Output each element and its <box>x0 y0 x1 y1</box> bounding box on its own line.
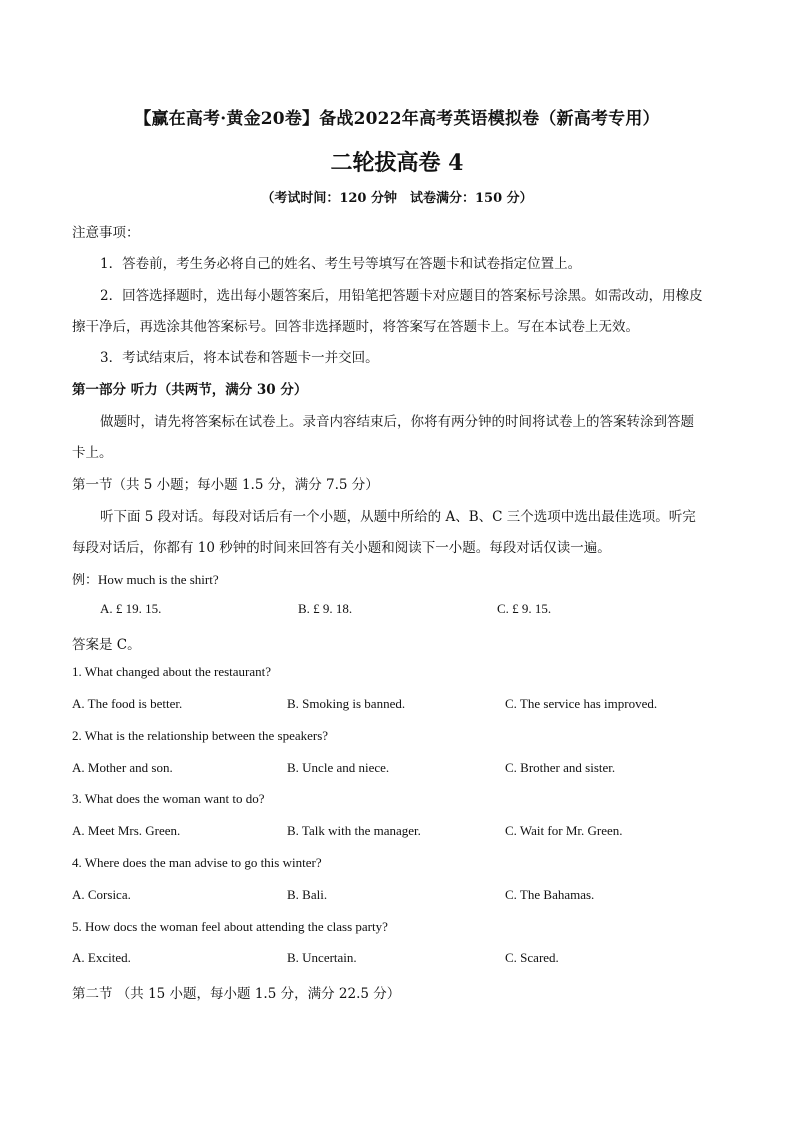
section1-heading: 第一节（共 5 小题；每小题 1.5 分，满分 7.5 分） <box>72 477 379 493</box>
exam-subtitle: 二轮拔高卷 4 <box>330 150 464 176</box>
question-3: 3. What does the woman want to do? <box>72 791 265 806</box>
question-5-option-b: B. Uncertain. <box>287 950 357 965</box>
part1-instruction: 做题时，请先将答案标在试卷上。录音内容结束后，你将有两分钟的时间将试卷上的答案转涂到答题 <box>100 414 694 430</box>
notes-heading: 注意事项： <box>72 225 140 241</box>
question-1-option-a: A. The food is better. <box>72 696 183 711</box>
question-1-option-b: B. Smoking is banned. <box>287 696 406 711</box>
question-1-option-c: C. The service has improved. <box>505 696 658 711</box>
question-2: 2. What is the relationship between the speakers? <box>72 728 329 743</box>
note-item-1: 1．答卷前，考生务必将自己的姓名、考生号等填写在答题卡和试卷指定位置上。 <box>100 256 582 272</box>
note-item-3: 3．考试结束后，将本试卷和答题卡一并交回。 <box>100 350 379 366</box>
example-question: 例：How much is the shirt? <box>72 572 219 587</box>
question-5-option-c: C. Scared. <box>505 950 559 965</box>
question-4-option-b: B. Bali. <box>287 887 328 902</box>
question-3-option-b: B. Talk with the manager. <box>287 823 421 838</box>
note-item-2: 2．回答选择题时，选出每小题答案后，用铅笔把答题卡对应题目的答案标号涂黑。如需改动，用橡皮 <box>100 288 703 304</box>
question-2-option-c: C. Brother and sister. <box>505 760 616 775</box>
exam-title: 【赢在高考·黄金20卷】备战2022年高考英语模拟卷（新高考专用） <box>134 109 660 129</box>
question-3-option-c: C. Wait for Mr. Green. <box>505 823 623 838</box>
part1-heading: 第一部分 听力（共两节，满分 30 分） <box>72 382 308 398</box>
example-option-a: A. £ 19. 15. <box>100 601 162 616</box>
question-2-option-a: A. Mother and son. <box>72 760 173 775</box>
question-5-option-a: A. Excited. <box>72 950 131 965</box>
section2-heading: 第二节 （共 15 小题，每小题 1.5 分，满分 22.5 分） <box>72 986 401 1002</box>
question-2-option-b: B. Uncle and niece. <box>287 760 390 775</box>
question-1: 1. What changed about the restaurant? <box>72 664 272 679</box>
example-option-c: C. £ 9. 15. <box>497 601 552 616</box>
section1-instruction: 听下面 5 段对话。每段对话后有一个小题，从题中所给的 A、B、C 三个选项中选出最佳选项。听完 <box>100 509 696 525</box>
part1-instruction-cont: 卡上。 <box>72 445 113 461</box>
section1-instruction-cont: 每段对话后，你都有 10 秒钟的时间来回答有关小题和阅读下一小题。每段对话仅读一遍。 <box>72 540 611 556</box>
example-answer: 答案是 C。 <box>72 637 141 653</box>
question-4-option-a: A. Corsica. <box>72 887 131 902</box>
question-5: 5. How docs the woman feel about attending the class party? <box>72 919 388 934</box>
question-4: 4. Where does the man advise to go this winter? <box>72 855 322 870</box>
question-3-option-a: A. Meet Mrs. Green. <box>72 823 181 838</box>
note-item-2-cont: 擦干净后，再选涂其他答案标号。回答非选择题时，将答案写在答题卡上。写在本试卷上无效。 <box>72 319 639 335</box>
question-4-option-c: C. The Bahamas. <box>505 887 595 902</box>
example-option-b: B. £ 9. 18. <box>298 601 353 616</box>
exam-info: （考试时间：120 分钟 试卷满分：150 分） <box>261 191 533 206</box>
